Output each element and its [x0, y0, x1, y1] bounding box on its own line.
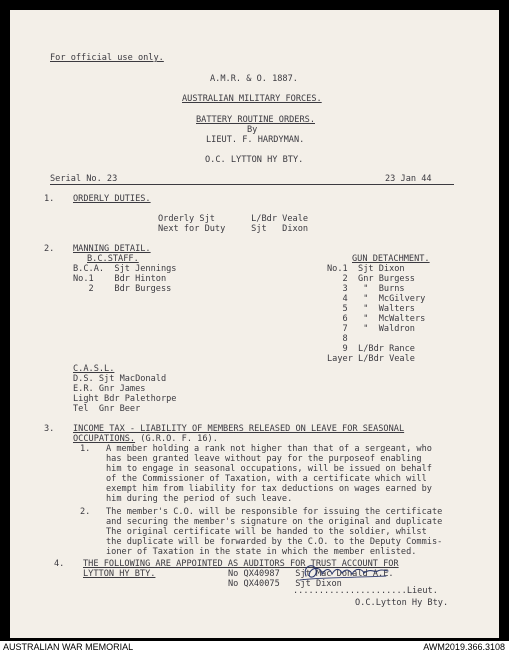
section-3-title-cont — [73, 434, 218, 444]
section-3-title: INCOME TAX - LIABILITY OF MEMBERS RELEASED ON LEAVE FOR SEASONAL — [73, 424, 405, 434]
amr-reference: A.M.R. & O. 1887. — [210, 74, 298, 84]
by-line: By — [247, 125, 258, 135]
archive-footer — [0, 641, 509, 653]
archive-reference: AWM2019.366.3108 — [423, 642, 505, 652]
header-rule — [50, 184, 454, 185]
para-2-line: The member's C.O. will be responsible for issuing the certificate — [106, 507, 443, 517]
auditor-row: No QX40075 Sjt Dixon — [228, 579, 342, 589]
section-3-title-line2: OCCUPATIONS. — [73, 434, 136, 444]
gun-row: No.1 Sjt Dixon — [327, 264, 405, 274]
officer-command: O.C. LYTTON HY BTY. — [205, 155, 304, 165]
gun-row: 6 " McWalters — [327, 314, 426, 324]
section-2-number: 2. — [44, 244, 55, 254]
para-1-number: 1. — [80, 444, 91, 454]
signatory-unit: O.C.Lytton Hy Bty. — [355, 598, 449, 608]
forces-heading: AUSTRALIAN MILITARY FORCES. — [182, 94, 322, 104]
section-2-title: MANNING DETAIL. — [73, 244, 151, 254]
orderly-sjt-line: Orderly Sjt L/Bdr Veale — [158, 214, 309, 224]
signature-mark — [292, 558, 422, 584]
gun-row: 7 " Waldron — [327, 324, 415, 334]
serial-number: Serial No. 23 — [50, 174, 118, 184]
para-2-line: ioner of Taxation in the state in which the member enlisted. — [106, 547, 417, 557]
casl-row: E.R. Gnr James — [73, 384, 146, 394]
section-4-number: 4. — [54, 559, 65, 569]
bc-staff-row: No.1 Bdr Hinton — [73, 274, 167, 284]
officer-name: LIEUT. F. HARDYMAN. — [206, 135, 305, 145]
gro-reference: (G.R.O. F. 16). — [135, 434, 218, 444]
casl-row: D.S. Sjt MacDonald — [73, 374, 167, 384]
para-1-line: him during the period of such leave. — [106, 494, 293, 504]
order-date: 23 Jan 44 — [385, 174, 432, 184]
archive-name: AUSTRALIAN WAR MEMORIAL — [3, 642, 134, 652]
para-2-line: The original certificate will be handed to the soldier, whilst — [106, 527, 427, 537]
para-2-line: the duplicate will be forwarded by the C.O. to the Deputy Commis- — [106, 537, 443, 547]
gun-row: 9 L/Bdr Rance — [327, 344, 415, 354]
para-1-line: him to engage in seasonal occupations, will be issued on behalf — [106, 464, 432, 474]
para-1-line: has been granted leave without pay for the purposeof enabling — [106, 454, 422, 464]
section-4-title: THE FOLLOWING ARE APPOINTED AS AUDITORS FOR TRUST ACCOUNT FOR — [83, 559, 399, 569]
auditor-row: No QX40987 Sjt Mac Donald A.E. — [228, 569, 394, 579]
para-1-line: A member holding a rank not higher than that of a sergeant, who — [106, 444, 432, 454]
gun-row: 8 — [327, 334, 348, 344]
gun-row: 4 " McGilvery — [327, 294, 426, 304]
official-use-note: For official use only. — [50, 53, 164, 63]
para-2-number: 2. — [80, 507, 91, 517]
document-page — [10, 10, 499, 638]
bc-staff-heading: B.C.STAFF. — [87, 254, 139, 264]
section-1-number: 1. — [44, 194, 55, 204]
bc-staff-row: B.C.A. Sjt Jennings — [73, 264, 177, 274]
signature-line: ......................Lieut. — [293, 586, 438, 596]
gun-detachment-heading: GUN DETACHMENT. — [352, 254, 430, 264]
gun-row: Layer L/Bdr Veale — [327, 354, 415, 364]
routine-orders-heading: BATTERY ROUTINE ORDERS. — [196, 115, 315, 125]
gun-row: 3 " Burns — [327, 284, 405, 294]
gun-row: 2 Gnr Burgess — [327, 274, 415, 284]
gun-row: 5 " Walters — [327, 304, 415, 314]
section-4-title-line2: LYTTON HY BTY. — [83, 569, 156, 579]
para-1-line: exempt him from liability for tax deductions on wages earned by — [106, 484, 432, 494]
next-duty-line: Next for Duty Sjt Dixon — [158, 224, 309, 234]
section-3-number: 3. — [44, 424, 55, 434]
section-1-title: ORDERLY DUTIES. — [73, 194, 151, 204]
para-2-line: and securing the member's signature on the original and duplicate — [106, 517, 443, 527]
casl-row: Tel Gnr Beer — [73, 404, 141, 414]
casl-row: Light Bdr Palethorpe — [73, 394, 177, 404]
casl-heading: C.A.S.L. — [73, 364, 115, 374]
para-1-line: of the Commissioner of Taxation, with a certificate which will — [106, 474, 427, 484]
bc-staff-row: 2 Bdr Burgess — [73, 284, 172, 294]
